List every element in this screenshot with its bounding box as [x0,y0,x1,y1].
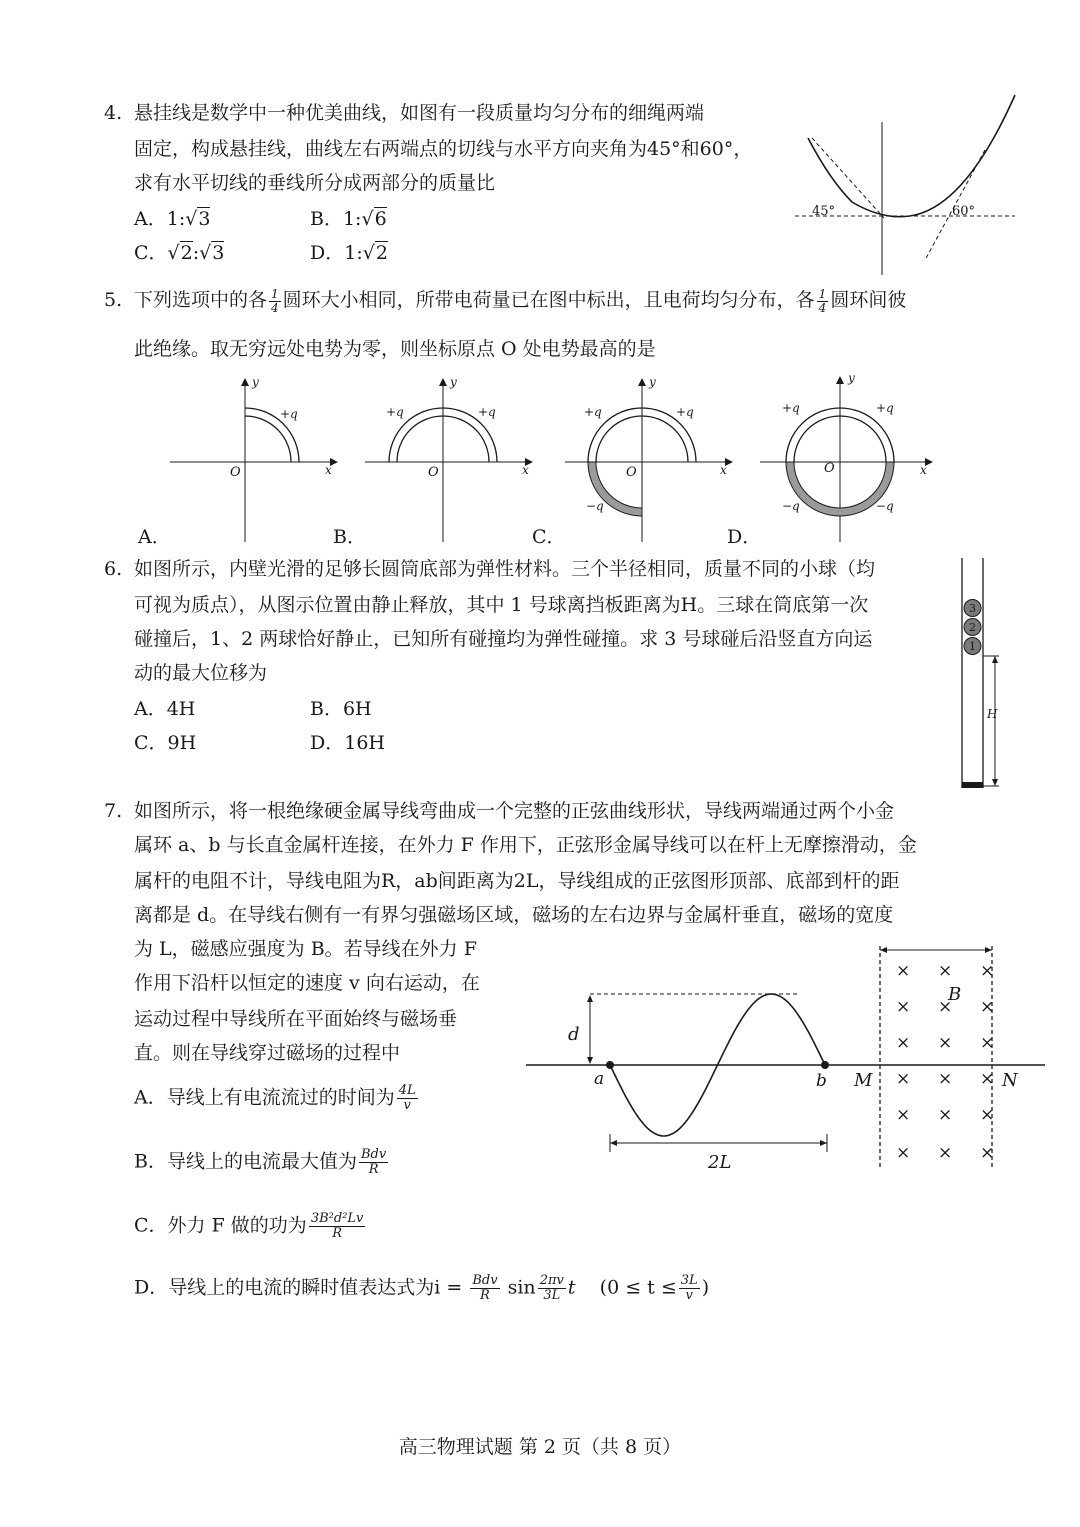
q5-frac2-den: 4 [818,300,827,315]
q7-option-d-frac3 [679,1274,700,1303]
catenary-curve [808,95,1015,217]
ball-1-label: 1 [969,640,976,653]
q7-line5: 为 L，磁感应强度为 B。若导线在外力 F [134,938,477,960]
q4-option-b: B．1:√6 [310,208,387,230]
q7-option-d-num1: Bdv [472,1273,498,1288]
q6-line4: 动的最大位移为 [134,662,268,684]
fig-c-y-label: y [649,375,656,389]
q7-line8: 直。则在导线穿过磁场的过程中 [134,1042,401,1064]
q7-option-d-den3: v [685,1288,693,1303]
ball-2-label: 2 [969,621,976,634]
fig-d-origin-label: O [824,461,835,476]
q5-line2: 此绝缘。取无穷远处电势为零，则坐标原点 O 处电势最高的是 [134,338,656,360]
q4-option-a-pre: 1: [166,208,186,230]
q7-option-c-den: R [332,1226,342,1241]
q7-option-d-frac1 [470,1274,499,1303]
field-cross-mark: × [896,1105,911,1125]
q7-option-d-den1: R [480,1288,490,1303]
fig-c-charge-right: +q [676,405,694,419]
q4-option-d-label: D． [310,242,345,264]
fig-d-charge-tr: +q [876,401,894,415]
q7-option-d-num2: 2πv [539,1273,564,1288]
q4-number: 4. [104,102,123,124]
q7-line4: 离都是 d。在导线右侧有一有界匀强磁场区域，磁场的左右边界与金属杆垂直，磁场的宽度 [134,904,894,926]
q5-label-b: B． [333,526,366,548]
q7-option-a-den: v [403,1098,411,1113]
q4-option-a-label: A． [134,208,167,230]
n-label: N [1002,1070,1018,1091]
q7-option-a [134,1084,420,1113]
q4-option-b-rad: 6 [374,208,387,230]
q7-option-d-den2: 3L [543,1288,561,1303]
ring-a [606,1061,614,1069]
fig-a-origin-label: O [230,465,241,480]
q5-fig-b [365,375,533,542]
q7-number: 7. [104,800,123,822]
q5-fig-a [170,375,338,542]
q7-option-b-den: R [368,1162,379,1177]
field-cross-mark: × [980,1069,995,1089]
q7-option-d-t: t [567,1276,576,1299]
page-footer: 高三物理试题 第 2 页（共 8 页） [398,1436,682,1458]
q7-line6: 作用下沿杆以恒定的速度 v 向右运动，在 [134,972,480,994]
q6-option-c: C．9H [134,732,197,754]
q4-option-b-label: B． [310,208,343,230]
fig-c-charge-left: +q [584,405,602,419]
field-cross-mark: × [896,1033,911,1053]
q5-frac1-den: 4 [271,300,279,315]
q4-option-d-rad: 2 [375,242,388,264]
q7-option-b-frac [359,1148,388,1177]
fig-d-x-label: x [920,463,927,477]
q7-option-d-num3: 3L [680,1273,698,1288]
q4-option-c-rad2: 3 [212,242,225,264]
angle-right-label: 60° [952,204,976,219]
q5-text1c: 圆环间彼 [830,289,907,311]
q7-option-c-num: 3B²d²Lv [310,1211,364,1226]
q5-frac2 [817,288,829,315]
two-l-label: 2L [708,1152,732,1173]
q6-option-d: D．16H [310,732,385,754]
q5-fig-c [565,375,733,542]
q7-text1: 如图所示，将一根绝缘硬金属导线弯曲成一个完整的正弦曲线形状，导线两端通过两个小金 [134,800,895,822]
q4-catenary-figure [790,90,1030,280]
q5-frac1 [269,288,281,315]
q4-option-c-label: C． [134,242,168,264]
ring-b [821,1061,829,1069]
tube-bottom-plate [962,782,983,788]
q7-figure [520,938,1050,1178]
field-cross-mark: × [980,1105,995,1125]
q5-label-a: A． [138,526,171,548]
field-cross-mark: × [896,997,911,1017]
q5-line1 [104,287,906,315]
field-crosses [896,961,994,1163]
field-cross-mark: × [980,1033,995,1053]
q4-option-d: D．1:√2 [310,242,388,264]
q7-option-a-num: 4L [398,1083,416,1098]
q6-line1 [104,556,875,582]
q5-frac1-num: 1 [271,286,279,301]
q4-option-c-rad1: 2 [180,242,193,264]
fig-d-charge-br: −q [876,499,894,513]
q7-line2: 属环 a、b 与长直金属杆连接，在外力 F 作用下，正弦形金属导线可以在杆上无摩擦滑动，金 [134,834,917,856]
q5-frac2-num: 1 [818,286,827,301]
m-label: M [854,1070,873,1091]
q4-text1: 悬挂线是数学中一种优美曲线，如图有一段质量均匀分布的细绳两端 [134,102,705,124]
q4-option-b-pre: 1: [342,208,362,230]
d-label: d [568,1024,580,1045]
q6-line3: 碰撞后，1、2 两球恰好静止，已知所有碰撞均为弹性碰撞。求 3 号球碰后沿竖直方向运 [134,628,873,650]
height-label: H [987,707,998,721]
q6-option-a: A．4H [134,698,196,720]
field-cross-mark: × [896,1143,911,1163]
fig-b-origin-label: O [428,465,439,480]
ball-3-label: 3 [969,602,976,615]
field-cross-mark: × [980,1143,995,1163]
b-label: b [816,1071,827,1091]
fig-d-y-label: y [848,372,855,385]
q4-line2: 固定，构成悬挂线，曲线左右两端点的切线与水平方向夹角为45°和60°， [134,138,753,160]
q4-option-a: A．1:√3 [134,208,211,230]
q4-line1 [104,100,704,126]
fig-a-charge-label: +q [280,407,298,421]
q4-line3: 求有水平切线的垂线所分成两部分的质量比 [134,172,496,194]
q6-tube-figure [955,556,1005,792]
q7-option-b-num: Bdv [360,1147,387,1162]
fig-d-charge-bl: −q [782,499,800,513]
q7-option-d-frac2 [538,1274,566,1303]
q7-option-c [134,1212,367,1241]
q4-option-d-pre: 1: [344,242,363,264]
field-cross-mark: × [896,1069,911,1089]
angle-left-label: 45° [812,204,836,219]
fig-b-x-label: x [522,463,529,477]
b-field-label: B [948,984,962,1005]
field-cross-mark: × [980,961,995,981]
q4-option-c-mid: : [192,242,200,264]
q7-option-d-sin: sin [507,1276,536,1299]
q7-option-d-text: D．导线上的电流的瞬时值表达式为i = [134,1276,463,1299]
fig-d-charge-tl: +q [782,401,800,415]
fig-c-charge-neg: −q [586,499,604,513]
q5-text1a: 下列选项中的各 [134,289,268,311]
a-label: a [594,1069,605,1089]
q7-line3: 属杆的电阻不计，导线电阻为R，ab间距离为2L，导线组成的正弦图形顶部、底部到杆的距 [134,870,900,892]
q5-label-c: C． [532,526,566,548]
field-cross-mark: × [980,997,995,1017]
q6-number: 6. [104,558,123,580]
q7-option-d-range-b: ) [701,1276,710,1299]
q7-option-a-frac [397,1084,418,1113]
q7-option-c-frac [309,1212,366,1241]
fig-b-y-label: y [450,375,457,389]
q4-option-a-rad: 3 [198,208,211,230]
q6-line2: 可视为质点），从图示位置由静止释放，其中 1 号球离挡板距离为H。三球在筒底第一次 [134,594,869,616]
q7-line1 [104,798,894,824]
q7-option-b-text: B．导线上的电流最大值为 [134,1150,357,1173]
fig-c-origin-label: O [626,465,637,480]
q7-line7: 运动过程中导线所在平面始终与磁场垂 [134,1008,458,1030]
q7-option-a-text: A．导线上有电流流过的时间为 [134,1086,395,1109]
field-cross-mark: × [938,1105,953,1125]
q5-label-d: D． [727,526,762,548]
fig-a-x-label: x [325,463,332,477]
q4-option-c: C．√2:√3 [134,242,225,264]
fig-b-charge-left: +q [386,405,404,419]
field-cross-mark: × [938,1033,953,1053]
field-cross-mark: × [938,1069,953,1089]
field-cross-mark: × [938,997,953,1017]
fig-c-x-label: x [720,463,727,477]
q5-text1b: 圆环大小相同，所带电荷量已在图中标出，且电荷均匀分布，各 [282,289,815,311]
q7-option-c-text: C．外力 F 做的功为 [134,1214,307,1237]
q7-option-d-range-a: (0 ≤ t ≤ [599,1276,677,1299]
q5-number: 5. [104,289,123,311]
q6-text1: 如图所示，内壁光滑的足够长圆筒底部为弹性材料。三个半径相同，质量不同的小球（均 [134,558,876,580]
field-cross-mark: × [938,961,953,981]
q7-option-b [134,1148,390,1177]
q5-fig-d [760,372,933,542]
q6-option-b: B．6H [310,698,372,720]
fig-b-charge-right: +q [478,405,496,419]
q7-option-d [134,1274,709,1303]
fig-a-y-label: y [252,375,259,389]
field-cross-mark: × [896,961,911,981]
field-cross-mark: × [938,1143,953,1163]
